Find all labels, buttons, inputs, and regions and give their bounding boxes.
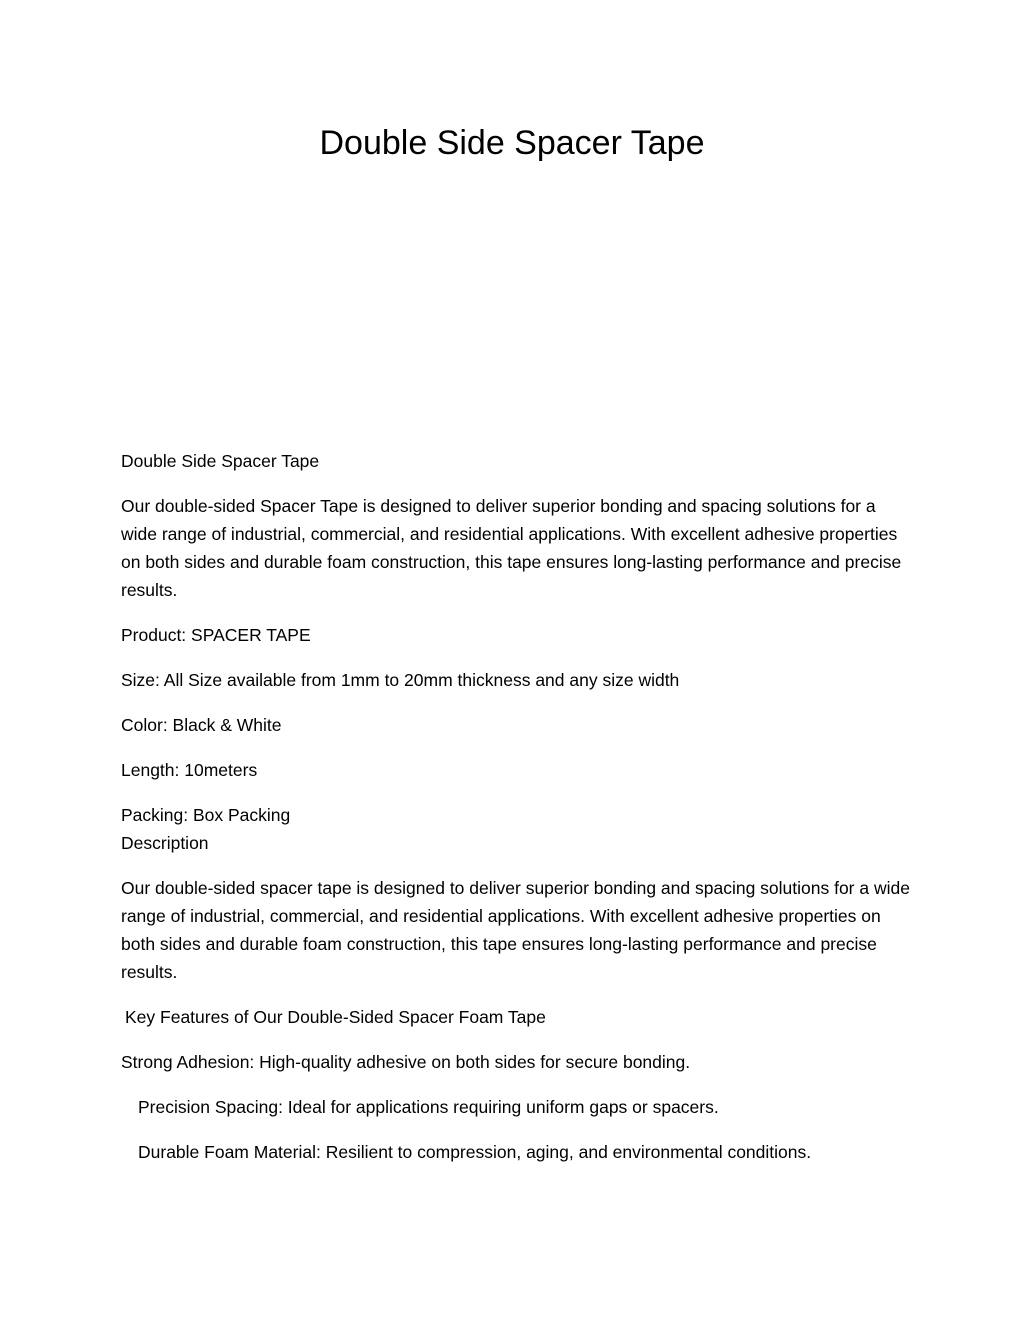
intro-paragraph: Our double-sided Spacer Tape is designed to deliver superior bonding and spacing solutions for a wide range of industrial, commercial, and residential applications. With excellent adhesive properties on both sides and durable foam construction, this tape ensures long-lasting performance and precise results. (121, 496, 902, 600)
spec-packing: Packing: Box Packing (121, 805, 291, 825)
page-title: Double Side Spacer Tape (319, 124, 705, 162)
document-body (121, 447, 911, 1183)
description-paragraph: Our double-sided spacer tape is designed to deliver superior bonding and spacing solutions for a wide range of industrial, commercial, and residential applications. With excellent adhesive properties on both sides and durable foam construction, this tape ensures long-lasting performance and precise results. (121, 878, 910, 982)
description-heading: Description (121, 833, 209, 853)
feature-item: Strong Adhesion: High-quality adhesive on both sides for secure bonding. (121, 1052, 691, 1072)
spec-length: Length: 10meters (121, 760, 258, 780)
section-subtitle: Double Side Spacer Tape (121, 451, 320, 471)
spec-size: Size: All Size available from 1mm to 20mm thickness and any size width (121, 670, 680, 690)
feature-item: Precision Spacing: Ideal for applications requiring uniform gaps or spacers. (138, 1097, 719, 1117)
feature-item: Durable Foam Material: Resilient to compression, aging, and environmental conditions. (138, 1142, 812, 1162)
spec-color: Color: Black & White (121, 715, 282, 735)
features-heading: Key Features of Our Double-Sided Spacer Foam Tape (125, 1007, 546, 1027)
spec-product: Product: SPACER TAPE (121, 625, 311, 645)
